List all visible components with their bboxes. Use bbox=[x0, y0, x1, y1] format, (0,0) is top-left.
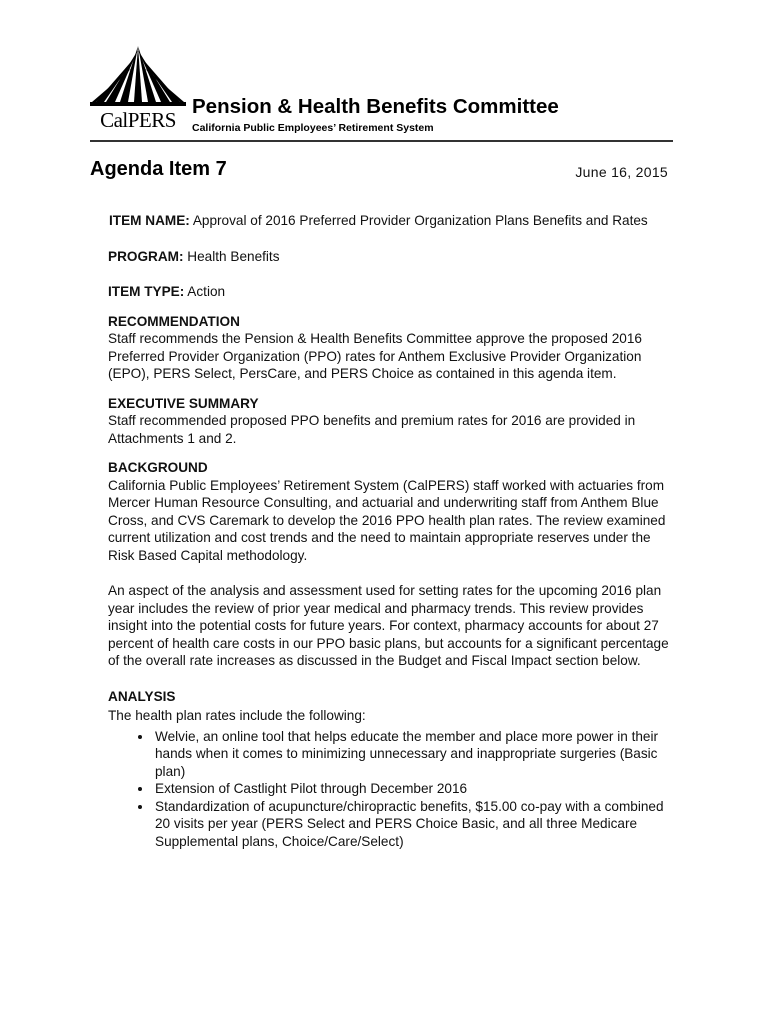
item-name-value: Approval of 2016 Preferred Provider Organization Plans Benefits and Rates bbox=[189, 213, 648, 228]
background-paragraph-1: California Public Employees’ Retirement System (CalPERS) staff worked with actuaries from Mercer Human Resource Consulting, and actuarial and underwriting staff from Anthem Blue Cross, and CVS Caremark to develop the 2016 PPO health plan rates. The review examined current utilization and cost trends and the need to maintain appropriate reserves under the Risk Based Capital methodology. bbox=[108, 477, 666, 563]
organization-name: California Public Employees’ Retirement System bbox=[192, 122, 434, 134]
recommendation-heading: RECOMMENDATION bbox=[108, 313, 240, 329]
executive-summary-text: Staff recommended proposed PPO benefits and premium rates for 2016 are provided in Attachments 1 and 2. bbox=[108, 413, 636, 446]
analysis-intro: The health plan rates include the following: bbox=[108, 708, 366, 723]
list-item: • Welvie, an online tool that helps educate the member and place more power in their hands when it comes to minimizing unnecessary and inappropriate surgeries (Basic plan) bbox=[153, 728, 678, 781]
logo-wordmark: CalPERS bbox=[100, 108, 176, 132]
analysis-heading: ANALYSIS bbox=[108, 688, 176, 704]
program-value: Health Benefits bbox=[183, 248, 280, 264]
agenda-title: Agenda Item 7 bbox=[90, 158, 227, 180]
analysis-bullet-list bbox=[108, 728, 678, 851]
list-item: • Standardization of acupuncture/chiropractic benefits, $15.00 co-pay with a combined 20 visits per year (PERS Select and PERS Choice Basic, and all three Medicare Supplemental plans, Choice/Care/Select) bbox=[153, 798, 678, 851]
item-type-label: ITEM TYPE: bbox=[108, 284, 185, 299]
list-item: • Extension of Castlight Pilot through December 2016 bbox=[153, 780, 678, 798]
header-divider bbox=[90, 140, 673, 142]
background-heading: BACKGROUND bbox=[108, 460, 208, 475]
executive-summary-heading: EXECUTIVE SUMMARY bbox=[108, 395, 259, 411]
item-type-line bbox=[108, 283, 678, 301]
item-name-line bbox=[108, 212, 678, 230]
committee-title: Pension & Health Benefits Committee bbox=[192, 95, 559, 118]
item-type-value: Action bbox=[184, 284, 226, 299]
calpers-logo bbox=[90, 46, 186, 136]
program-label: PROGRAM: bbox=[108, 248, 184, 264]
background-paragraph-2: An aspect of the analysis and assessment used for setting rates for the upcoming 2016 plan year includes the review of prior year medical and pharmacy trends. This review provides insight into the potential costs for future years. For context, pharmacy accounts for about 27 percent of health care costs in our PPO basic plans, but accounts for a significant percentage of the overall rate increases as discussed in the Budget and Fiscal Impact section below. bbox=[108, 583, 669, 668]
recommendation-text: Staff recommends the Pension & Health Benefits Committee approve the proposed 2016 Preferred Provider Organization (PPO) rates for Anthem Exclusive Provider Organization (EPO), PERS Select, PersCare, and PERS Choice as contained in this agenda item. bbox=[108, 331, 642, 381]
document-body bbox=[108, 212, 678, 850]
sunburst-icon bbox=[90, 46, 186, 110]
agenda-date: June 16, 2015 bbox=[575, 164, 668, 180]
item-name-label: ITEM NAME: bbox=[109, 213, 190, 228]
program-line bbox=[108, 248, 678, 266]
